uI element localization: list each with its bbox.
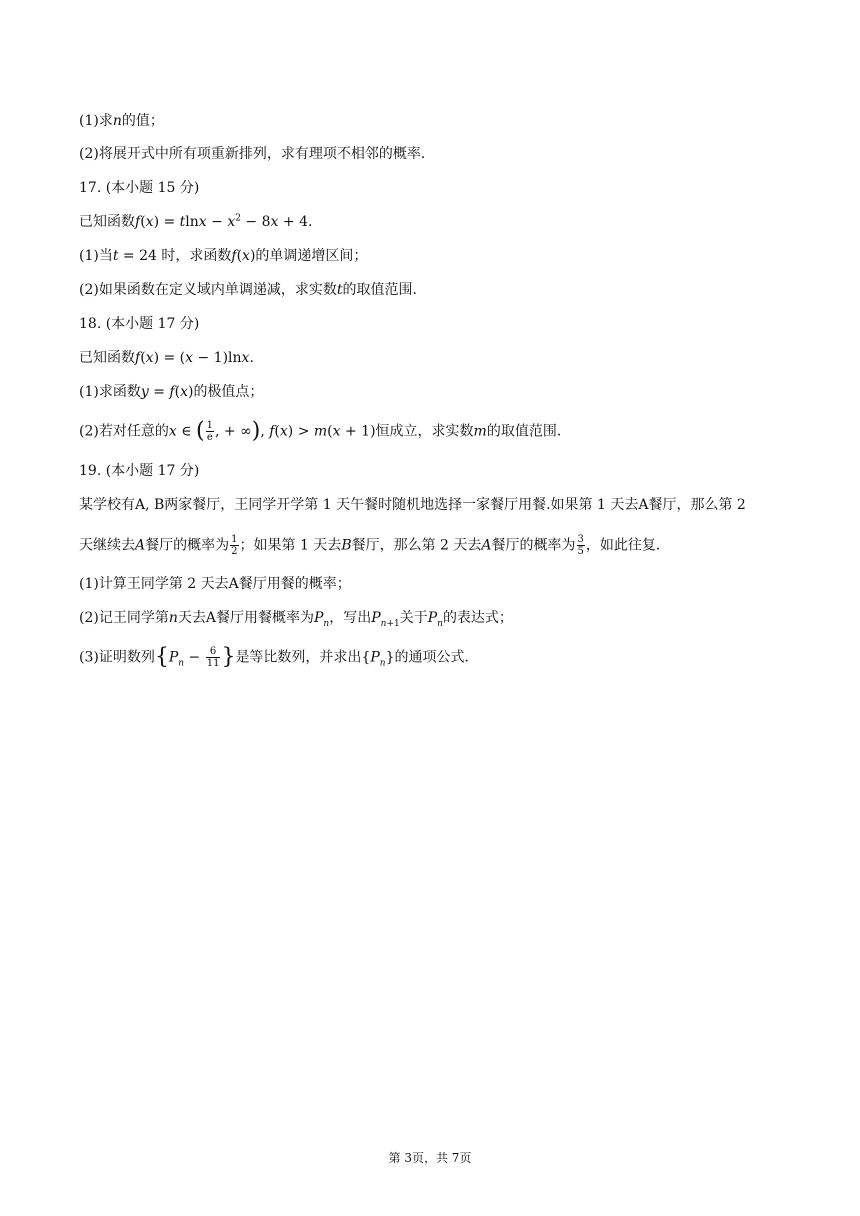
page-footer: 第 3页，共 7页 — [388, 1151, 472, 1165]
q18-stem: 已知函数f(x) = (x − 1)lnx. — [79, 350, 254, 366]
q16-part2: (2)将展开式中所有项重新排列，求有理项不相邻的概率． — [79, 146, 435, 162]
q17-stem: 已知函数$f(x) = tlnx - x^2 - 8x + 4$. — [79, 213, 313, 230]
q19-stem-line1: 某学校有A, B两家餐厅，王同学开学第 1 天午餐时随机地选择一家餐厅用餐.如果第 1 天去A餐厅，那么第 2 — [79, 497, 746, 513]
q19-part1: (1)计算王同学第 2 天去A餐厅用餐的概率； — [79, 576, 351, 592]
q19-stem-line2: 天继续去A餐厅的概率为 $\frac{1}{2}$ ；如果第 1 天去B餐厅，那么第 2 天去A餐厅的概率为 $\frac{3}{5}$ ，如此往复． — [79, 534, 670, 557]
q17-part2: (2)如果函数在定义域内单调递减，求实数t的取值范围． — [79, 282, 427, 298]
q17-part1: (1)当t = 24 时，求函数f(x)的单调递增区间； — [79, 248, 368, 264]
q18-part2: (2)若对任意的x ∈ ( $\frac{1}{e}$ , + ∞), f(x) > m(x + 1)恒成立，求实数m的取值范围． — [79, 418, 571, 444]
q18-header: 18. (本小题 17 分) — [79, 316, 200, 332]
q19-header: 19. (本小题 17 分) — [79, 463, 200, 479]
q19-part3: (3)证明数列{$P_n$ − $\frac{6}{11}$ }是等比数列，并求出$\{P_n\}$的通项公式． — [79, 644, 479, 670]
q16-part1: (1)求n的值； — [79, 113, 164, 129]
q19-part2: (2)记王同学第n天去A餐厅用餐概率为$P_n$，写出$P_{n+1}$关于$P_n$的表达式； — [79, 610, 513, 629]
q17-header: 17. (本小题 15 分) — [79, 180, 200, 196]
q18-part1: (1)求函数y = f(x)的极值点； — [79, 384, 264, 400]
